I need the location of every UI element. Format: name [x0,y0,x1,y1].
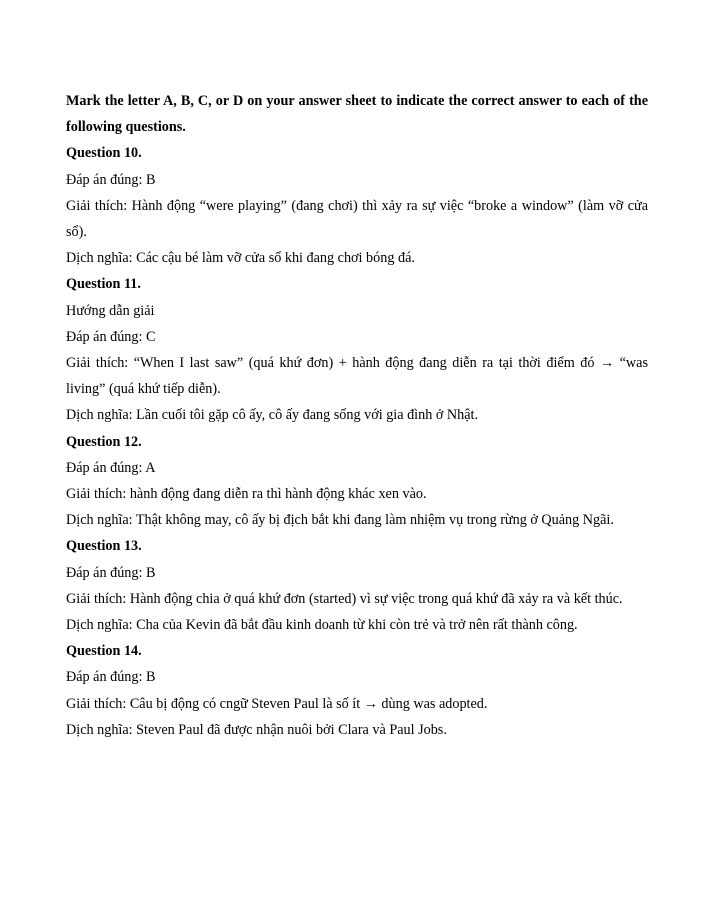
instruction-text: Mark the letter A, B, C, or D on your answer sheet to indicate the correct answer to each of the following questions. [66,93,648,136]
question-block-13 [66,533,648,638]
correct-answer: Đáp án đúng: A [66,459,156,476]
correct-answer: Đáp án đúng: B [66,171,156,188]
question-title: Question 10. [66,145,142,162]
explanation: Giải thích: “When I last saw” (quá khứ đơn) + hành động đang diễn ra tại thời điểm đó → “was living” (quá khứ tiếp diễn). [66,355,648,398]
translation: Dịch nghĩa: Steven Paul đã được nhận nuôi bởi Clara và Paul Jobs. [66,721,447,738]
question-title: Question 11. [66,276,141,293]
question-block-11 [66,271,648,428]
explanation: Giải thích: hành động đang diễn ra thì hành động khác xen vào. [66,486,427,503]
question-title: Question 12. [66,433,142,450]
translation: Dịch nghĩa: Các cậu bé làm vỡ cửa sổ khi đang chơi bóng đá. [66,250,415,267]
explanation: Giải thích: Câu bị động có cngữ Steven Paul là số ít → dùng was adopted. [66,695,488,712]
question-title: Question 13. [66,538,142,555]
correct-answer: Đáp án đúng: B [66,564,156,581]
question-title: Question 14. [66,643,142,660]
solution-guide-label: Hướng dẫn giải [66,302,155,319]
translation: Dịch nghĩa: Lần cuối tôi gặp cô ấy, cô ấy đang sống với gia đình ở Nhật. [66,407,479,424]
explanation: Giải thích: Hành động chia ở quá khứ đơn (started) vì sự việc trong quá khứ đã xảy ra và kết thúc. [66,590,623,607]
question-block-10 [66,140,648,271]
translation: Dịch nghĩa: Thật không may, cô ấy bị địch bắt khi đang làm nhiệm vụ trong rừng ở Quảng Ngãi. [66,512,614,529]
translation: Dịch nghĩa: Cha của Kevin đã bắt đầu kinh doanh từ khi còn trẻ và trở nên rất thành công. [66,617,578,634]
question-block-14 [66,638,648,743]
correct-answer: Đáp án đúng: B [66,669,156,686]
explanation: Giải thích: Hành động “were playing” (đang chơi) thì xảy ra sự việc “broke a window” (làm vỡ cửa sổ). [66,197,648,241]
correct-answer: Đáp án đúng: C [66,328,156,345]
question-block-12 [66,429,648,534]
document-page [66,88,648,743]
